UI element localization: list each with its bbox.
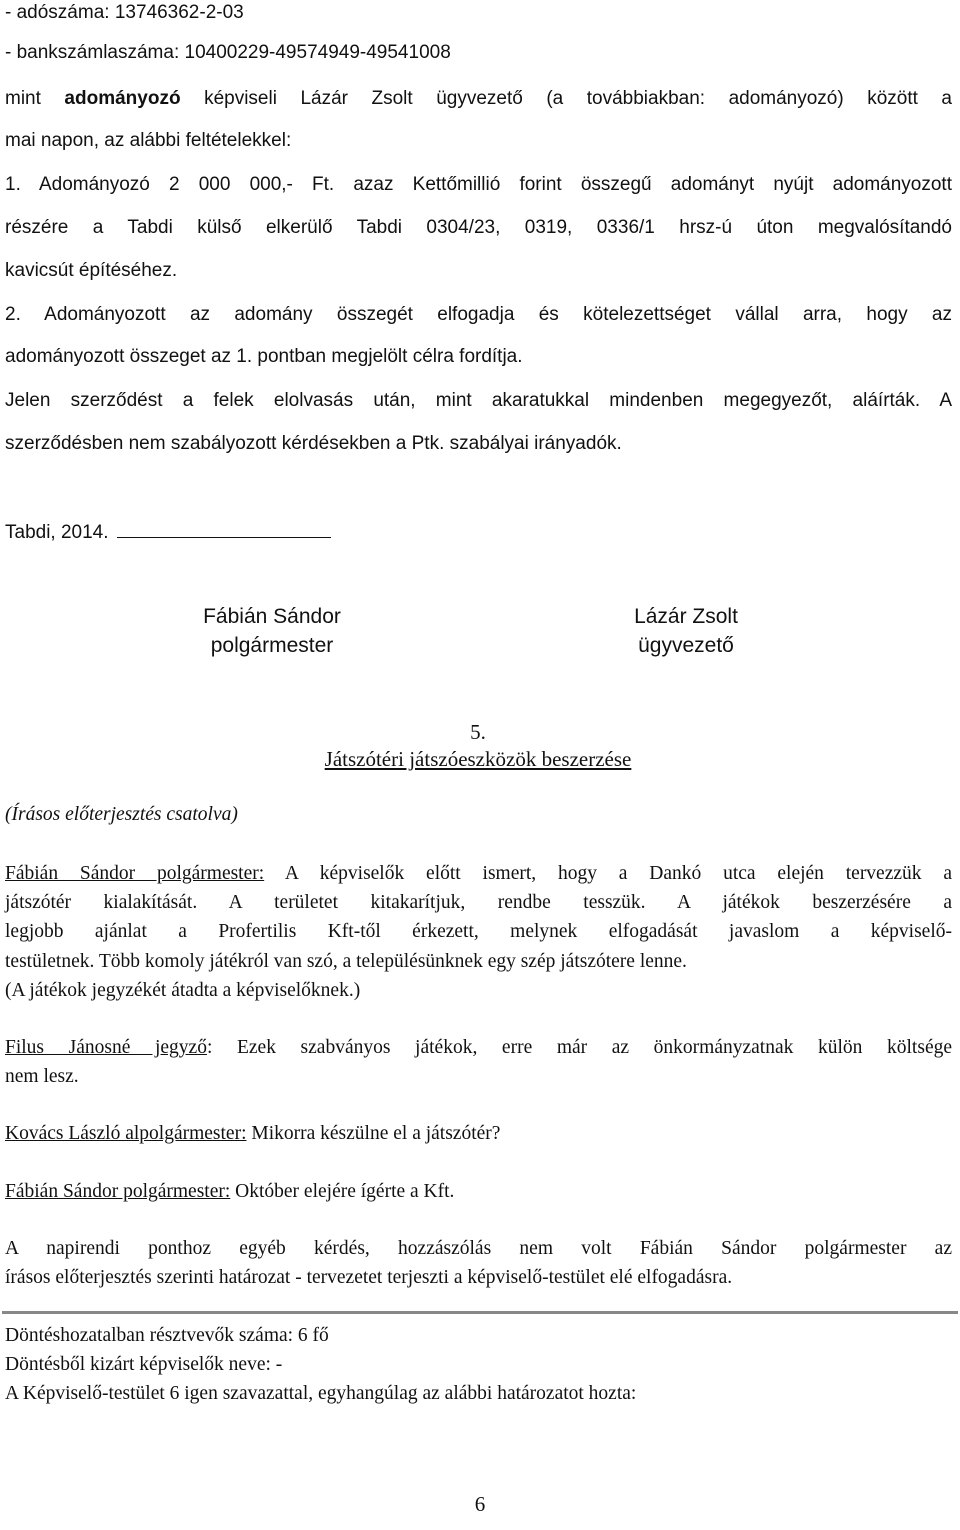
section-title: Játszótéri játszóeszközök beszerzése xyxy=(324,747,632,771)
attachment-note: (Írásos előterjesztés csatolva) xyxy=(5,804,238,825)
signer-right-name: Lázár Zsolt xyxy=(634,605,738,628)
closing-line2: szerződésben nem szabályozott kérdésekben a Ptk. szabályai irányadók. xyxy=(5,433,622,454)
donor-keyword: adományozó xyxy=(64,88,181,109)
page-number: 6 xyxy=(474,1492,486,1516)
tax-number-line: - adószáma: 13746362-2-03 xyxy=(5,2,244,23)
item1-line2: részére a Tabdi külső elkerülő Tabdi 0304/23, 0319, 0336/1 hrsz-ú úton megvalósítandó xyxy=(5,217,952,238)
p5-line2: írásos előterjesztés szerinti határozat - tervezetet terjeszti a képviselő-testület elé elfogadásra. xyxy=(5,1267,733,1288)
intro-line-2: mai napon, az alábbi feltételekkel: xyxy=(5,130,292,151)
p1-line4: testületnek. Több komoly játékról van szó, a településünknek egy szép játszótere lenne. xyxy=(5,951,687,972)
speaker-deputy-mayor: Kovács László alpolgármester: xyxy=(5,1123,247,1144)
vote-result: A Képviselő-testület 6 igen szavazattal, egyhangúlag az alábbi határozatot hozta: xyxy=(5,1383,637,1404)
participants-count: Döntéshozatalban résztvevők száma: 6 fő xyxy=(5,1325,329,1346)
p4-line: Fábián Sándor polgármester: Október elejére ígérte a Kft. xyxy=(5,1181,455,1202)
p1-line2: játszótér kialakítását. A területet kitakarítjuk, rendbe tesszük. A játékok beszerzésére a xyxy=(5,892,952,913)
bank-account-line: - bankszámlaszáma: 10400229-49574949-49541008 xyxy=(5,42,451,63)
p3-line: Kovács László alpolgármester: Mikorra készülne el a játszótér? xyxy=(5,1123,501,1144)
p2-line1: Filus Jánosné jegyző: Ezek szabványos játékok, erre már az önkormányzatnak külön költsége xyxy=(5,1037,953,1058)
signer-right-title: ügyvezető xyxy=(638,634,734,657)
speaker-mayor-2: Fábián Sándor polgármester: xyxy=(5,1181,231,1202)
divider-rule xyxy=(2,1311,958,1314)
place-date: Tabdi, 2014. xyxy=(5,519,331,546)
p1-line5: (A játékok jegyzékét átadta a képviselőknek.) xyxy=(5,980,361,1001)
speaker-mayor: Fábián Sándor polgármester: xyxy=(5,863,265,884)
item2-line2: adományozott összeget az 1. pontban megjelölt célra fordítja. xyxy=(5,346,523,367)
signer-left-title: polgármester xyxy=(210,634,334,657)
item1-line3: kavicsút építéséhez. xyxy=(5,260,178,281)
excluded-members: Döntésből kizárt képviselők neve: - xyxy=(5,1354,283,1375)
p2-line2: nem lesz. xyxy=(5,1066,79,1087)
signer-left-name: Fábián Sándor xyxy=(203,605,341,628)
closing-line1: Jelen szerződést a felek elolvasás után, mint akaratukkal mindenben megegyezőt, aláírták. A xyxy=(5,390,952,411)
p1-line1: Fábián Sándor polgármester: A képviselők előtt ismert, hogy a Dankó utca elején tervezzük a xyxy=(5,863,952,884)
item1-line1: 1. Adományozó 2 000 000,- Ft. azaz Kettőmillió forint összegű adományt nyújt adományozott xyxy=(5,174,952,195)
p1-line3: legjobb ajánlat a Profertilis Kft-től érkezett, melynek elfogadását javaslom a képviselő- xyxy=(5,921,952,942)
p5-line1: A napirendi ponthoz egyéb kérdés, hozzászólás nem volt Fábián Sándor polgármester az xyxy=(5,1238,952,1259)
date-blank-line xyxy=(117,519,331,538)
speaker-notary: Filus Jánosné jegyző xyxy=(5,1037,207,1058)
section-number: 5. xyxy=(470,720,486,744)
intro-line: mint adományozó képviseli Lázár Zsolt ügyvezető (a továbbiakban: adományozó) között a xyxy=(5,88,952,109)
item2-line1: 2. Adományozott az adomány összegét elfogadja és kötelezettséget vállal arra, hogy az xyxy=(5,304,952,325)
